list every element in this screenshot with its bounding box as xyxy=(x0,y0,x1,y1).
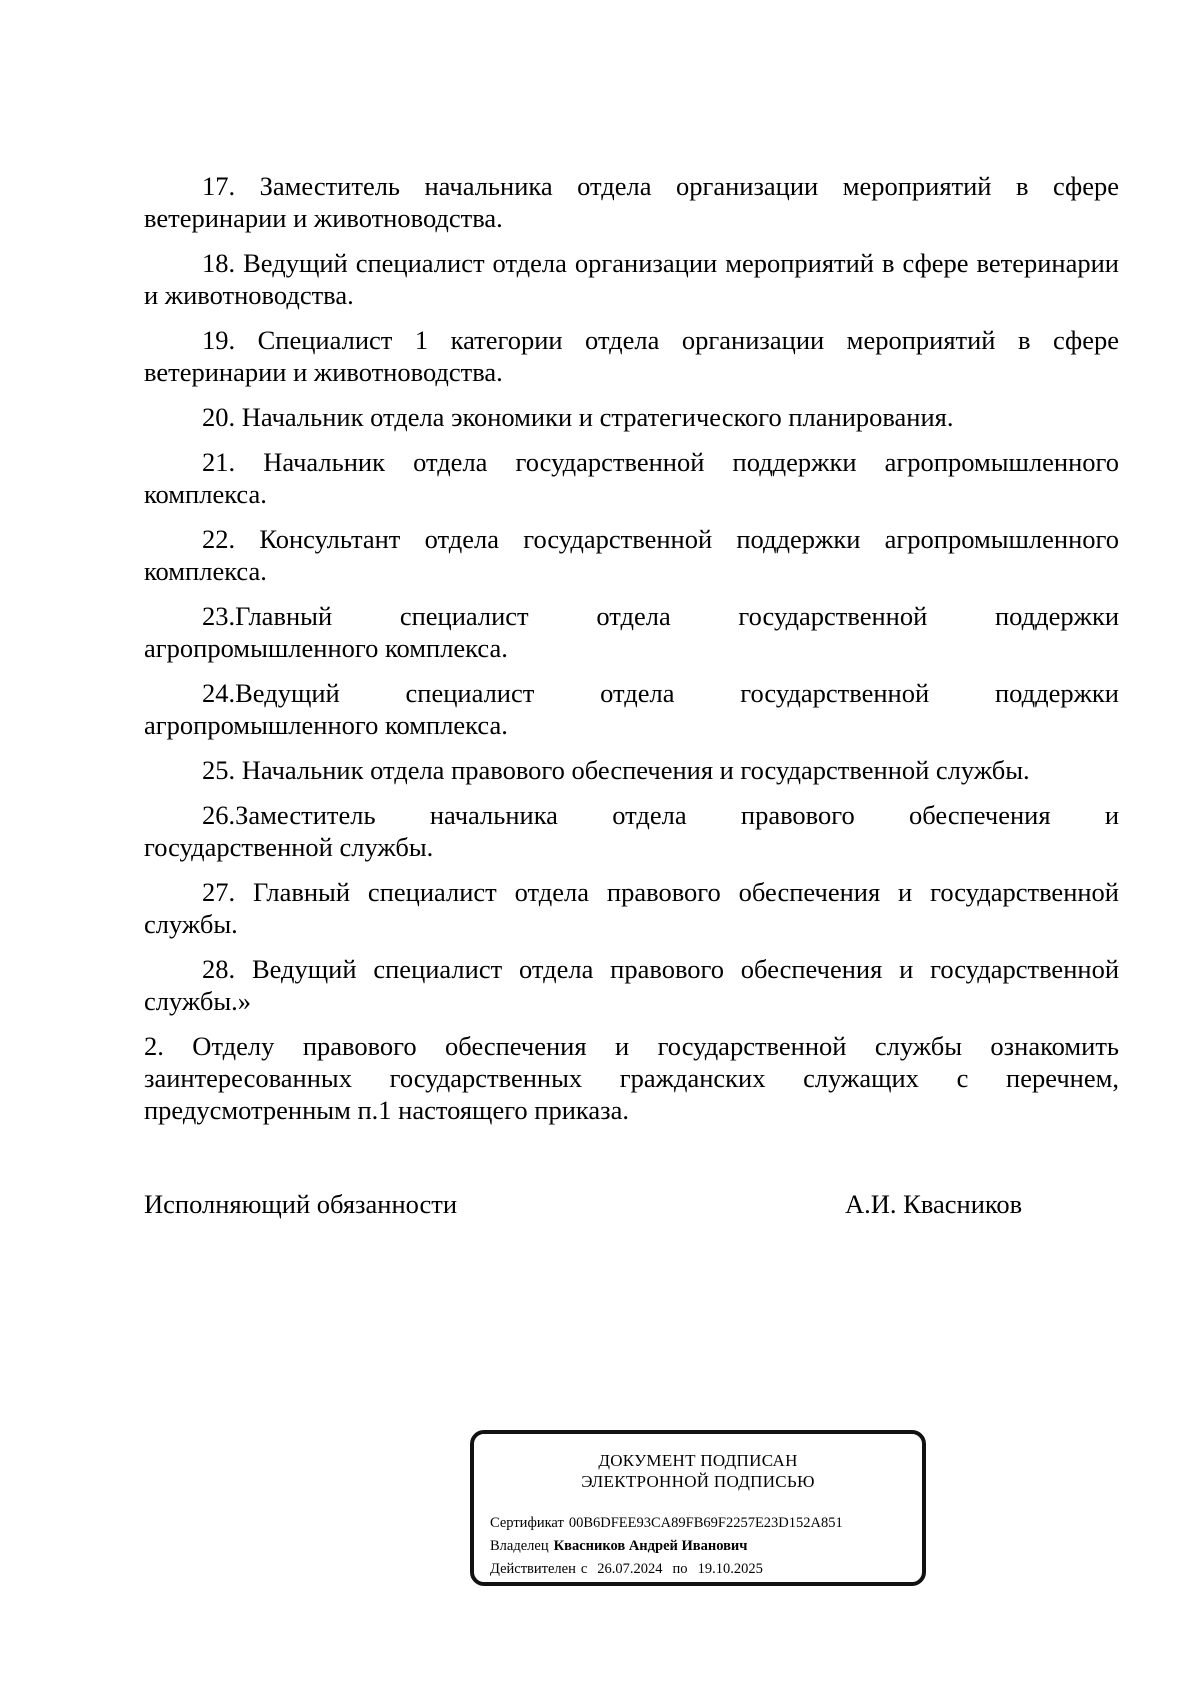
list-item-26-line1: 26.Заместитель начальника отдела правового обеспечения и xyxy=(202,800,1119,830)
clause-2: 2. Отделу правового обеспечения и государственной службы ознакомить заинтересованных государственных гражданских служащих с перечнем, предусмотренным п.1 настоящего приказа. xyxy=(144,1031,1119,1125)
list-item-18: 18. Ведущий специалист отдела организации мероприятий в сфере ветеринарии и животноводства. xyxy=(144,248,1119,310)
stamp-details xyxy=(490,1512,843,1581)
valid-from-word: с xyxy=(580,1561,588,1577)
document-body xyxy=(144,170,1119,1139)
list-item-26 xyxy=(144,799,1119,863)
list-item-28: 28. Ведущий специалист отдела правового обеспечения и государственной службы.» xyxy=(144,954,1119,1016)
list-item-24 xyxy=(144,677,1119,741)
list-item-17: 17. Заместитель начальника отдела организации мероприятий в сфере ветеринарии и животноводства. xyxy=(144,171,1119,233)
signatory-role: Исполняющий обязанности xyxy=(144,1189,458,1219)
list-item-20: 20. Начальник отдела экономики и стратегического планирования. xyxy=(202,402,954,432)
list-item-26-line2: государственной службы. xyxy=(144,832,434,862)
stamp-validity-row xyxy=(490,1558,843,1581)
stamp-owner-row xyxy=(490,1535,843,1558)
list-item-23-line1: 23.Главный специалист отдела государственной поддержки xyxy=(202,601,1119,631)
list-item-21: 21. Начальник отдела государственной поддержки агропромышленного комплекса. xyxy=(144,447,1119,509)
owner-value: Квасников Андрей Иванович xyxy=(553,1538,748,1554)
list-item-24-line2: агропромышленного комплекса. xyxy=(144,710,508,740)
list-item-22: 22. Консультант отдела государственной поддержки агропромышленного комплекса. xyxy=(144,524,1119,586)
valid-to-word: по xyxy=(672,1561,688,1577)
valid-label: Действителен xyxy=(490,1561,576,1577)
stamp-certificate-row xyxy=(490,1512,843,1535)
list-item-24-line1: 24.Ведущий специалист отдела государственной поддержки xyxy=(202,678,1119,708)
owner-label: Владелец xyxy=(490,1538,549,1554)
valid-to-date: 19.10.2025 xyxy=(697,1561,763,1577)
electronic-signature-stamp xyxy=(470,1430,926,1586)
list-item-23-line2: агропромышленного комплекса. xyxy=(144,633,508,663)
certificate-value: 00B6DFEE93CA89FB69F2257E23D152A851 xyxy=(568,1515,843,1531)
list-item-19: 19. Специалист 1 категории отдела организации мероприятий в сфере ветеринарии и животноводства. xyxy=(144,325,1119,387)
stamp-title xyxy=(474,1450,922,1492)
stamp-title-line1: ДОКУМЕНТ ПОДПИСАН xyxy=(598,1451,798,1470)
list-item-25: 25. Начальник отдела правового обеспечения и государственной службы. xyxy=(202,755,1030,785)
valid-from-date: 26.07.2024 xyxy=(597,1561,663,1577)
certificate-label: Сертификат xyxy=(490,1515,564,1531)
signatory-name: А.И. Квасников xyxy=(845,1189,1023,1219)
stamp-title-line2: ЭЛЕКТРОННОЙ ПОДПИСЬЮ xyxy=(581,1472,815,1491)
list-item-23 xyxy=(144,600,1119,664)
list-item-27: 27. Главный специалист отдела правового обеспечения и государственной службы. xyxy=(144,877,1119,939)
